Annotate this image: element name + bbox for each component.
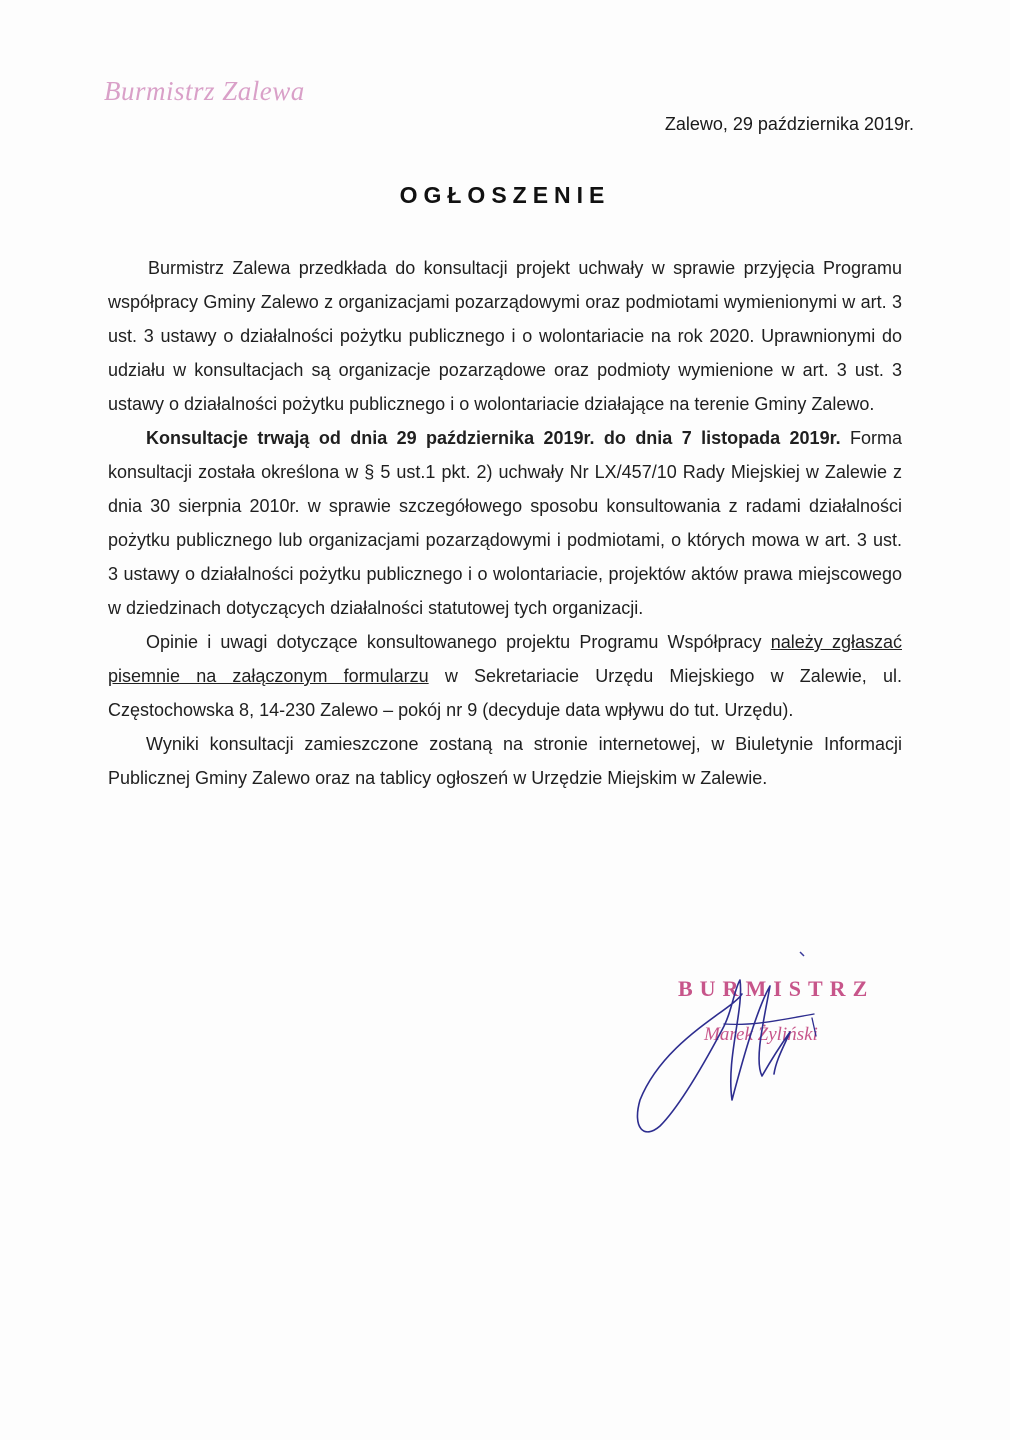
stamp-title: BURMISTRZ: [678, 976, 875, 1001]
paragraph-3-end: w Sekretariacie Urzędu Miejskiego w Zalewie, ul. Częstochowska 8, 14-230 Zalewo – pokój nr 9 (decyduje data wpływu do tut. Urzędu).: [108, 666, 902, 720]
paragraph-2-text: Forma konsultacji została określona w § 5 ust.1 pkt. 2) uchwały Nr LX/457/10 Rady Miejskiej w Zalewie z dnia 30 sierpnia 2010r. w sprawie szczegółowego sposobu konsultowania z radami działalności pożytku publicznego lub organizacjami pozarządowymi i podmiotami, o których mowa w art. 3 ust. 3 ustawy o działalności pożytku publicznego i o wolontariacie, projektów aktów prawa miejscowego w dziedzinach dotyczących działalności statutowej tych organizacji.: [108, 428, 902, 618]
document-date: Zalewo, 29 października 2019r.: [664, 114, 914, 134]
consultation-period: Konsultacje trwają od dnia 29 października 2019r. do dnia 7 listopada 2019r.: [146, 428, 841, 448]
document-body: [108, 251, 902, 795]
handwritten-signature: [604, 950, 884, 1150]
submission-instruction: należy zgłaszać pisemnie na załączonym formularzu: [108, 632, 902, 686]
paragraph-4: Wyniki konsultacji zamieszczone zostaną na stronie internetowej, w Biuletynie Informacji Publicznej Gminy Zalewo oraz na tablicy ogłoszeń w Urzędzie Miejskim w Zalewie.: [108, 734, 902, 788]
paragraph-3: [108, 625, 902, 727]
signature-stamp: [604, 950, 884, 1150]
stamp-name: Marek Żyliński: [704, 1024, 818, 1045]
paragraph-2: [108, 421, 902, 625]
paragraph-3-start: Opinie i uwagi dotyczące konsultowanego projektu Programu Współpracy: [146, 632, 771, 652]
paragraph-1: Burmistrz Zalewa przedkłada do konsultacji projekt uchwały w sprawie przyjęcia Programu współpracy Gminy Zalewo z organizacjami pozarządowymi oraz podmiotami wymienionymi w art. 3 ust. 3 ustawy o działalności pożytku publicznego i o wolontariacie na rok 2020. Uprawnionymi do udziału w konsultacjach są organizacje pozarządowe oraz podmioty wymienione w art. 3 ust. 3 ustawy o działalności pożytku publicznego i o wolontariacie działające na terenie Gminy Zalewo.: [108, 258, 902, 414]
header-stamp: Burmistrz Zalewa: [104, 76, 305, 106]
document-title: OGŁOSZENIE: [399, 182, 611, 208]
